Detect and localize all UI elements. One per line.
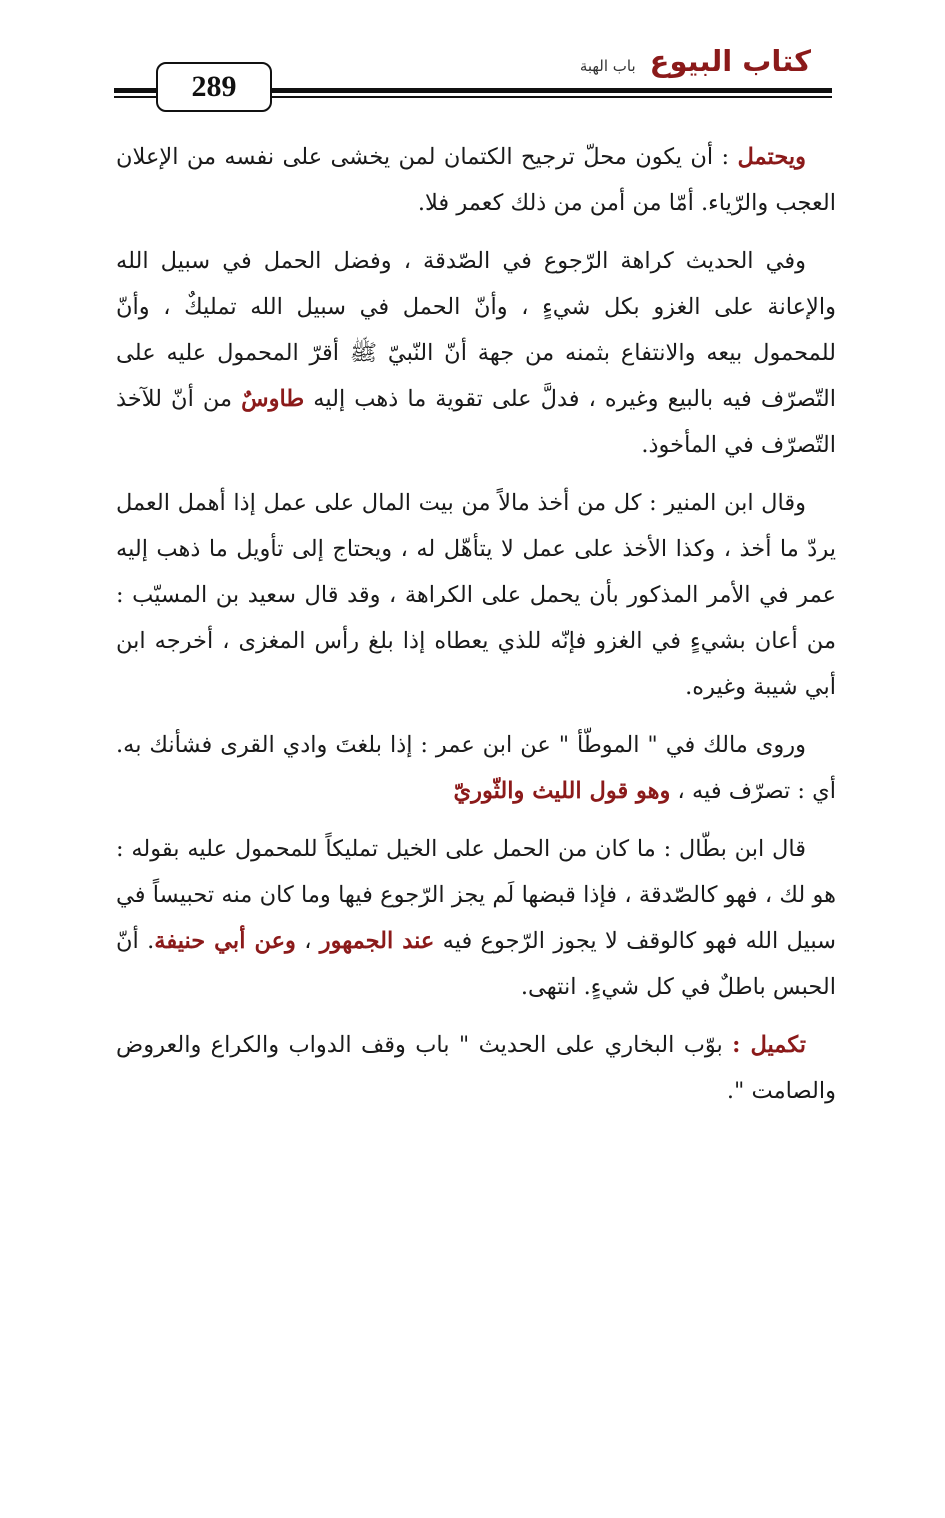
paragraph-highlight: عند الجمهور	[319, 928, 435, 954]
paragraph-text: قال ابن بطّال : ما كان من الحمل على الخيل تمليكاً للمحمول عليه بقوله : هو لك ، فهو كالصّدقة ، فإذا قبضها لَم يجز الرّجوع فيها وما كان منه تحبيساً في سبيل الله فهو كالوقف لا يجوز الرّجوع فيه	[116, 836, 836, 954]
paragraph-highlight-2: وعن أبي حنيفة	[154, 928, 296, 954]
paragraph-5	[116, 826, 836, 1010]
paragraph-mid: ،	[295, 928, 320, 954]
paragraph-tail: من أنّ للآخذ التّصرّف في المأخوذ.	[116, 386, 836, 458]
paragraph-lead: تكميل :	[732, 1032, 807, 1058]
paragraph-tail: . أنّ الحبس باطلٌ في كل شيءٍ. انتهى.	[116, 928, 836, 1000]
paragraph-lead: ويحتمل	[737, 144, 806, 170]
paragraph-2	[116, 238, 836, 468]
paragraph-4	[116, 722, 836, 814]
chapter-title: باب الهبة	[579, 57, 636, 75]
book-title: كتاب البيوع	[649, 44, 811, 78]
paragraph-6	[116, 1022, 836, 1114]
paragraph-text: وفي الحديث كراهة الرّجوع في الصّدقة ، وفضل الحمل في سبيل الله والإعانة على الغزو بكل شيءٍ ، وأنّ الحمل في سبيل الله تمليكٌ ، وأنّ للمحمول بيعه والانتفاع بثمنه من جهة أنّ النّبيّ ﷺ أقرّ المحمول عليه على التّصرّف فيه بالبيع وغيره ، فدلَّ على تقوية ما ذهب إليه	[116, 248, 836, 412]
paragraph-highlight: وهو قول الليث والثّوريّ	[453, 778, 671, 804]
page-body	[116, 134, 836, 1126]
paragraph-text: : أن يكون محلّ ترجيح الكتمان لمن يخشى على نفسه من الإعلان العجب والرّياء. أمّا من أمن من ذلك كعمر فلا.	[116, 144, 836, 216]
paragraph-text: وروى مالك في " الموطّأ " عن ابن عمر : إذا بلغتَ وادي القرى فشأنك به. أي : تصرّف فيه ،	[116, 732, 836, 804]
paragraph-text: وقال ابن المنير : كل من أخذ مالاً من بيت المال على عمل إذا أهمل العمل يردّ ما أخذ ، وكذا الأخذ على عمل لا يتأهّل له ، ويحتاج إلى تأويل ما ذهب إليه عمر في الأمر المذكور بأن يحمل على الكراهة ، وقد قال سعيد بن المسيّب : من أعان بشيءٍ في الغزو فإنّه للذي يعطاه إذا بلغ رأس المغزى ، أخرجه ابن أبي شيبة وغيره.	[116, 490, 836, 700]
page-header	[0, 0, 945, 120]
running-title	[580, 44, 811, 78]
paragraph-1	[116, 134, 836, 226]
paragraph-text: بوّب البخاري على الحديث " باب وقف الدواب والكراع والعروض والصامت ".	[116, 1032, 836, 1104]
paragraph-3	[116, 480, 836, 710]
page-number: 289	[156, 62, 272, 112]
paragraph-highlight: طاوسٌ	[241, 386, 305, 412]
